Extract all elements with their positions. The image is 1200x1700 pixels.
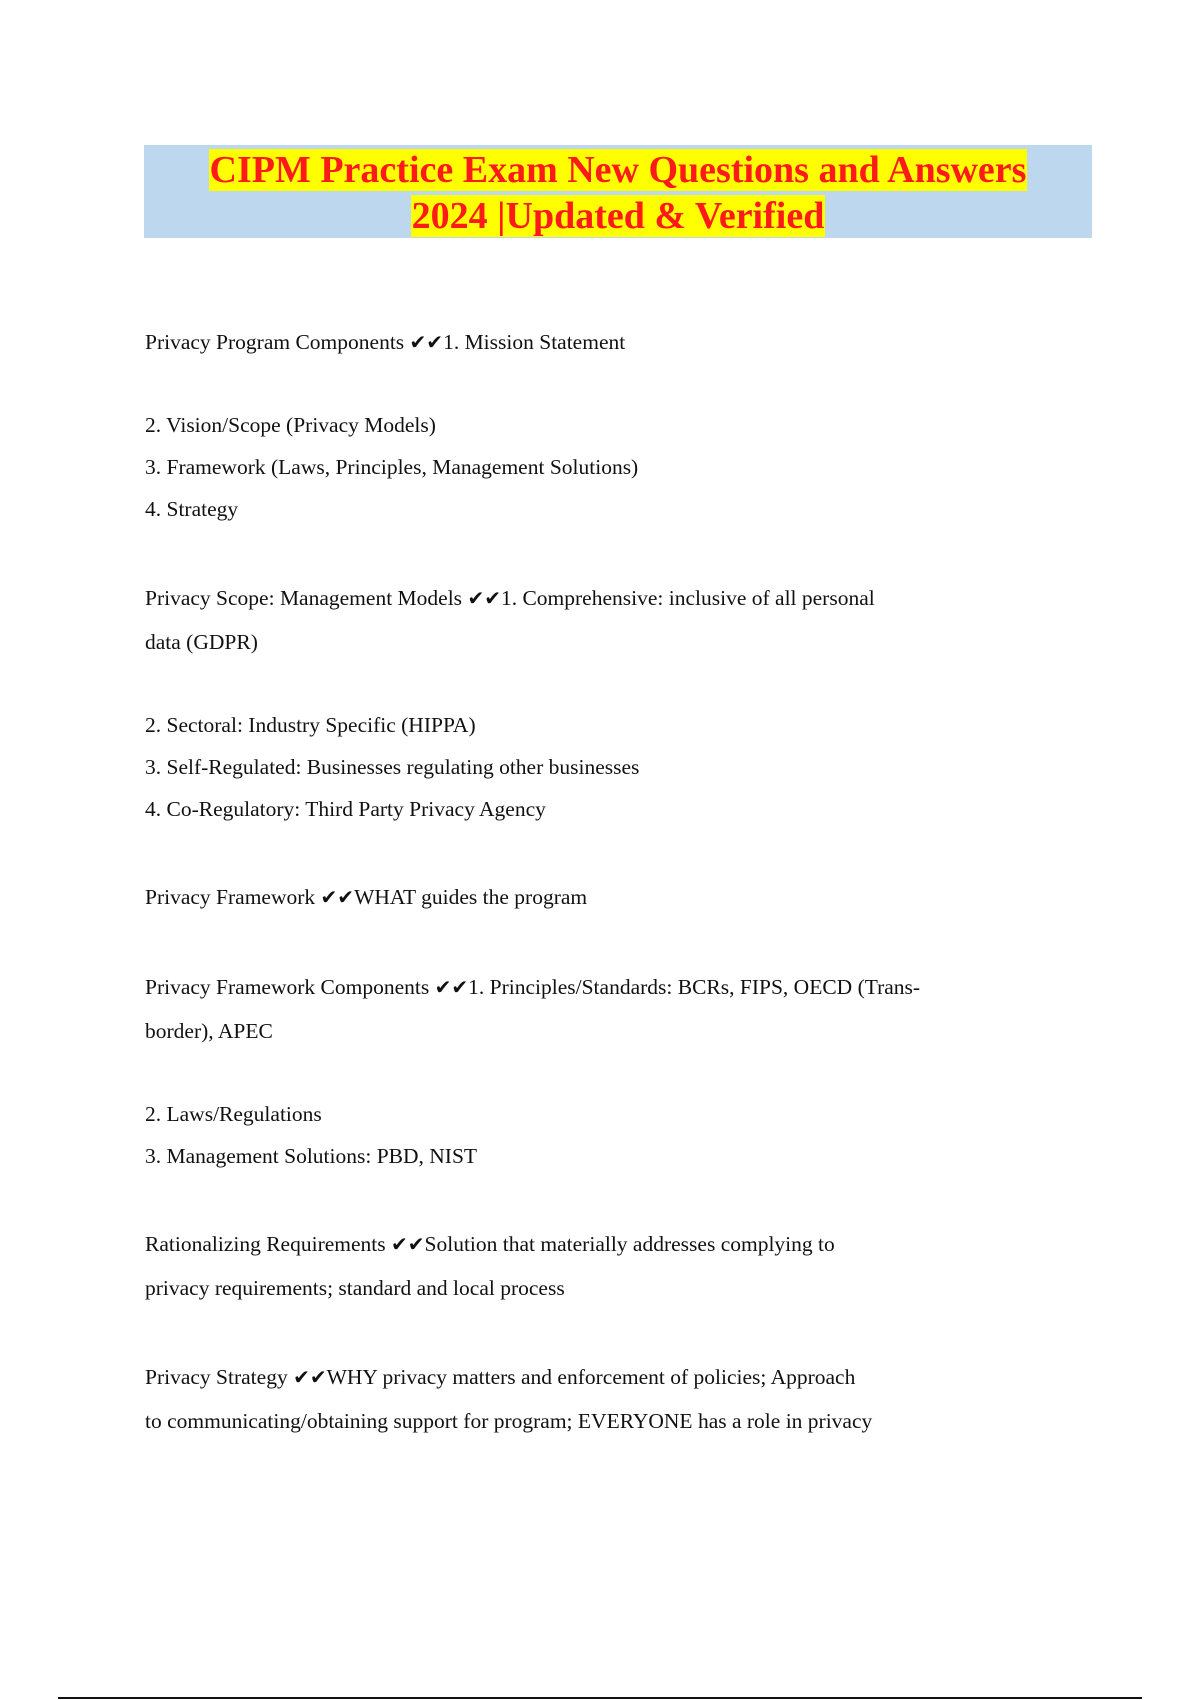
title-line-2: 2024 |Updated & Verified [411,195,825,237]
list-item: 3. Self-Regulated: Businesses regulating other businesses [145,755,640,779]
qa-answer-continued: to communicating/obtaining support for program; EVERYONE has a role in privacy [145,1409,873,1433]
double-check-icon: ✔✔ [391,1232,425,1256]
double-check-icon: ✔✔ [409,330,444,354]
qa-answer: 1. Comprehensive: inclusive of all personal [500,586,875,610]
qa-answer: WHY privacy matters and enforcement of policies; Approach [326,1365,856,1389]
qa-term: Privacy Framework Components [145,975,435,999]
qa-answer: 1. Principles/Standards: BCRs, FIPS, OECD (Trans- [468,975,921,999]
qa-term: Privacy Program Components [145,330,410,354]
qa-answer: WHAT guides the program [354,885,588,909]
double-check-icon: ✔✔ [293,1365,327,1389]
qa-answer-continued: border), APEC [145,1019,273,1043]
qa-entry [145,1222,835,1310]
qa-entry [145,320,625,364]
list-item: 3. Management Solutions: PBD, NIST [145,1144,478,1168]
qa-question-line [145,1355,872,1399]
double-check-icon: ✔✔ [320,885,355,909]
qa-question-line [145,965,920,1009]
qa-question-line [145,576,875,620]
list-item: 2. Sectoral: Industry Specific (HIPPA) [145,713,476,737]
list-item: 3. Framework (Laws, Principles, Management Solutions) [145,455,639,479]
qa-term: Rationalizing Requirements [145,1232,392,1256]
qa-list [145,404,638,530]
qa-list [145,704,639,830]
qa-term: Privacy Framework [145,885,321,909]
qa-term: Privacy Strategy [145,1365,294,1389]
qa-answer: Solution that materially addresses complying to [424,1232,835,1256]
qa-question-line [145,1222,835,1266]
qa-question-line [145,875,587,919]
double-check-icon: ✔✔ [434,975,469,999]
list-item: 4. Co-Regulatory: Third Party Privacy Agency [145,797,546,821]
qa-term: Privacy Scope: Management Models [145,586,468,610]
qa-answer: 1. Mission Statement [443,330,626,354]
qa-question-line [145,320,625,364]
list-item: 2. Vision/Scope (Privacy Models) [145,413,436,437]
title-banner [144,145,1092,238]
page-bottom-rule [58,1697,1142,1699]
qa-entry [145,875,587,919]
list-item: 2. Laws/Regulations [145,1102,322,1126]
qa-answer-continued: privacy requirements; standard and local process [145,1276,565,1300]
qa-list [145,1093,477,1177]
qa-entry [145,965,920,1053]
qa-entry [145,576,875,664]
title-line-1: CIPM Practice Exam New Questions and Answers [209,149,1027,191]
double-check-icon: ✔✔ [467,586,501,610]
qa-answer-continued: data (GDPR) [145,630,258,654]
list-item: 4. Strategy [145,497,239,521]
qa-entry [145,1355,872,1443]
